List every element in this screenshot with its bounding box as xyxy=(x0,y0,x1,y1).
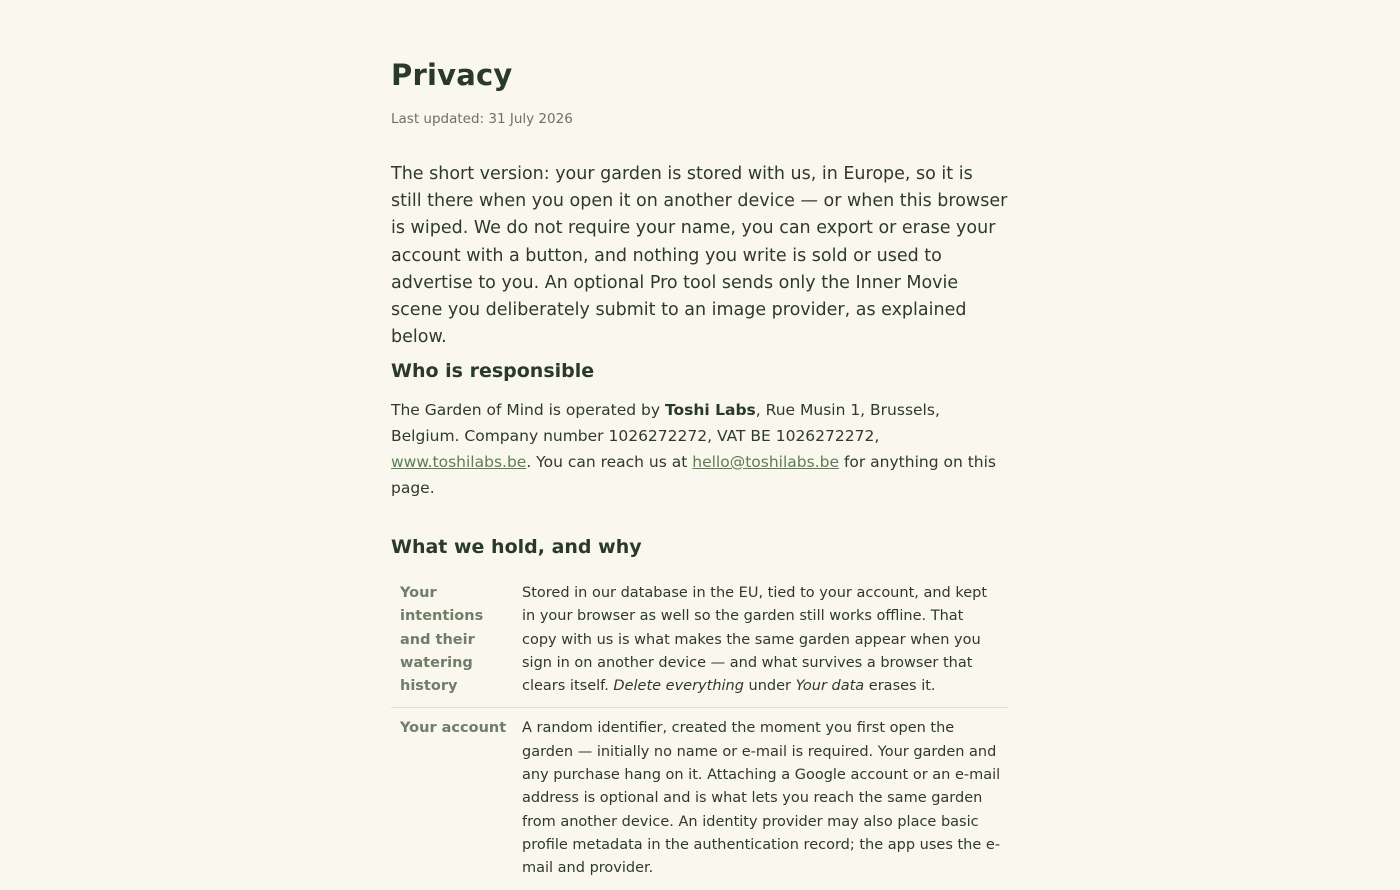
table-row xyxy=(391,579,1008,708)
row-label-cell xyxy=(391,579,522,708)
your-data-term: Your data xyxy=(795,678,865,695)
row-label: Your intentions and their watering history xyxy=(400,585,484,695)
website-link[interactable]: www.toshilabs.be xyxy=(391,453,527,471)
row-desc-text: A random identifier, created the moment you first open the garden — initially no name or e-mail is required. Your garden and any purchase hang on it. Attaching a Google account or an e-mail address is optional and is what lets you reach the same garden from another device. An identity provider may also place basic profile metadata in the authentication record; the app uses the e-mail and provider. xyxy=(522,720,1001,877)
delete-everything-term: Delete everything xyxy=(613,678,744,695)
table-row xyxy=(391,708,1008,890)
intro-paragraph: The short version: your garden is stored with us, in Europe, so it is still there when you open it on another device — or when this browser is wiped. We do not require your name, you can export or erase your account with a button, and nothing you write is sold or used to advertise to you. An optional Pro tool sends only the Inner Movie scene you deliberately submit to an image provider, as explained below. xyxy=(391,164,1008,348)
responsible-text-reach: . You can reach us at xyxy=(526,453,693,471)
page-title: Privacy xyxy=(391,58,513,92)
data-table xyxy=(391,579,1008,890)
row-description xyxy=(522,579,1008,708)
row-description xyxy=(522,708,1008,890)
row-desc-text: Stored in our database in the EU, tied to your account, and kept in your browser as well so the garden still works offline. That copy with us is what makes the same garden appear when you sign in on another device — and what survives a browser that clears itself. xyxy=(522,585,988,695)
responsible-text-address: , Rue Musin 1, Brussels, Belgium. Company number 1026272272, VAT BE 1026272272, xyxy=(391,401,940,445)
row-desc-text-after: erases it. xyxy=(864,678,936,695)
responsible-paragraph xyxy=(391,397,1008,501)
company-name: Toshi Labs xyxy=(664,401,756,419)
last-updated-date: Last updated: 31 July 2026 xyxy=(391,111,573,127)
row-label-cell xyxy=(391,708,522,890)
section-heading-what-we-hold: What we hold, and why xyxy=(391,536,642,558)
section-heading-responsible: Who is responsible xyxy=(391,360,595,382)
responsible-text-after: for anything on this page. xyxy=(391,453,996,497)
email-link[interactable]: hello@toshilabs.be xyxy=(692,453,840,471)
responsible-text-before: The Garden of Mind is operated by xyxy=(391,401,665,419)
row-label: Your account xyxy=(400,720,507,737)
row-desc-text-mid: under xyxy=(743,678,796,695)
